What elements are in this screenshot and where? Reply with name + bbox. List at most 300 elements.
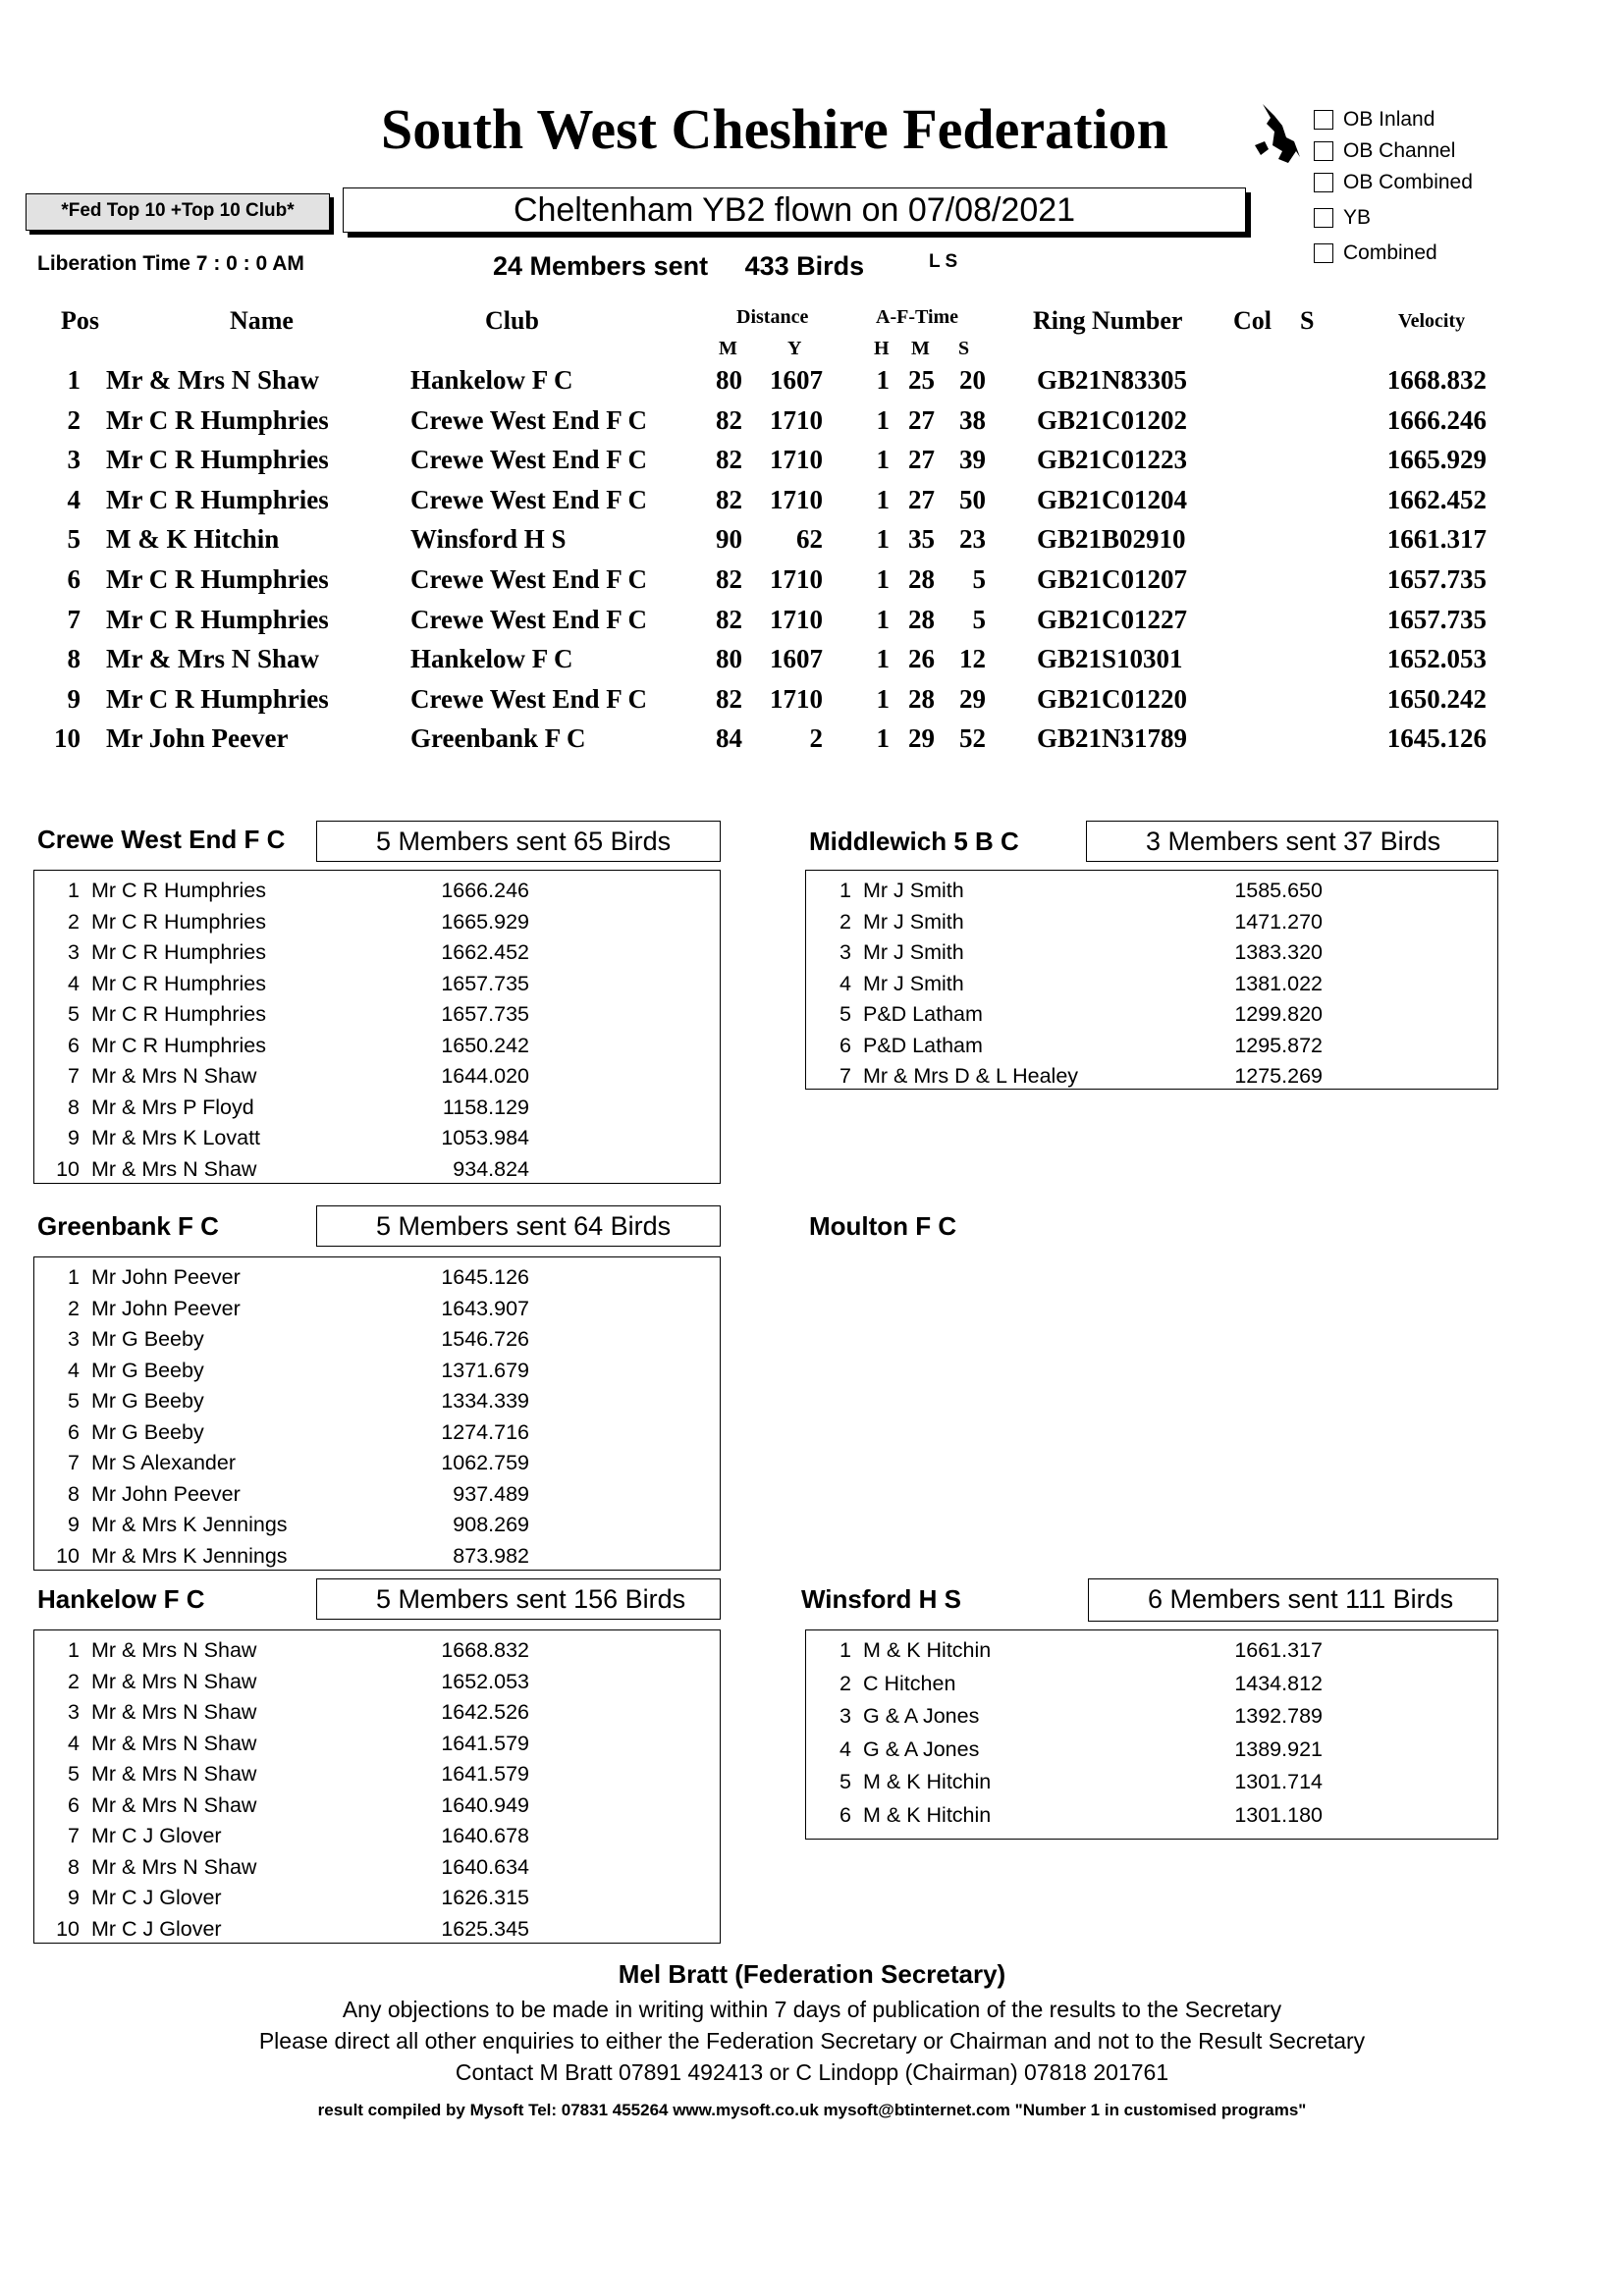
club-list-item — [34, 1855, 720, 1887]
club-entry-pos: 5 — [68, 1002, 80, 1026]
club-list-item — [806, 1770, 1497, 1801]
result-seconds: 29 — [959, 683, 986, 714]
result-yards: 2 — [809, 723, 823, 754]
result-name: Mr C R Humphries — [106, 404, 329, 435]
club-list-item — [806, 1064, 1497, 1095]
members-sent: 24 Members sent — [493, 251, 709, 281]
result-yards: 1710 — [770, 484, 823, 514]
result-hours: 1 — [876, 524, 890, 555]
club-entry-velocity: 1644.020 — [441, 1064, 529, 1088]
club-title-moulton: Moulton F C — [809, 1211, 957, 1241]
result-hours: 1 — [876, 404, 890, 435]
club-list-item — [34, 1917, 720, 1949]
result-club: Winsford H S — [410, 524, 567, 555]
result-club: Crewe West End F C — [410, 404, 647, 435]
club-list-item — [34, 1126, 720, 1157]
club-list-item — [34, 1389, 720, 1420]
result-ring: GB21S10301 — [1037, 644, 1183, 674]
result-row — [0, 684, 1624, 723]
result-ring: GB21C01227 — [1037, 604, 1188, 634]
club-list-item — [806, 879, 1497, 910]
result-row — [0, 605, 1624, 644]
club-entry-pos: 2 — [839, 1671, 851, 1695]
result-club: Crewe West End F C — [410, 445, 647, 475]
club-entry-name: Mr G Beeby — [91, 1389, 204, 1413]
members-birds-sent — [493, 251, 864, 282]
club-entry-velocity: 1546.726 — [441, 1327, 529, 1351]
club-entry-pos: 5 — [68, 1762, 80, 1786]
club-list-item — [34, 1157, 720, 1189]
club-title-greenbank: Greenbank F C — [37, 1211, 219, 1241]
club-entry-pos: 1 — [68, 879, 80, 902]
result-seconds: 52 — [959, 723, 986, 754]
option-ob-combined[interactable]: OB Combined — [1314, 171, 1473, 194]
result-velocity: 1661.317 — [1386, 524, 1487, 555]
club-entry-velocity: 1640.949 — [441, 1792, 529, 1817]
club-entry-name: Mr J Smith — [863, 879, 964, 902]
club-entry-velocity: 1640.678 — [441, 1824, 529, 1847]
club-summary-greenbank: 5 Members sent 64 Birds — [316, 1205, 721, 1247]
club-entry-name: Mr G Beeby — [91, 1327, 204, 1351]
club-entry-velocity: 1657.735 — [441, 1002, 529, 1026]
club-entry-pos: 10 — [56, 1156, 80, 1181]
result-yards: 1607 — [770, 365, 823, 395]
pigeon-logo-icon — [1253, 102, 1302, 165]
result-seconds: 20 — [959, 365, 986, 395]
club-entry-name: Mr J Smith — [863, 940, 964, 964]
club-entry-velocity: 1657.735 — [441, 971, 529, 995]
result-pos: 7 — [67, 604, 81, 634]
club-entry-pos: 6 — [68, 1419, 80, 1444]
club-entry-pos: 8 — [68, 1481, 80, 1506]
option-ob-channel[interactable]: OB Channel — [1314, 139, 1455, 163]
liberation-time: Liberation Time 7 : 0 : 0 AM — [37, 252, 304, 275]
club-entry-velocity: 1471.270 — [1234, 909, 1323, 934]
club-entry-pos: 2 — [68, 1296, 80, 1320]
result-hours: 1 — [876, 445, 890, 475]
club-entry-name: Mr C R Humphries — [91, 879, 266, 902]
result-miles: 80 — [716, 644, 742, 674]
club-list-item — [806, 972, 1497, 1003]
result-ring: GB21C01223 — [1037, 445, 1188, 475]
club-entry-pos: 7 — [68, 1064, 80, 1088]
result-velocity: 1652.053 — [1386, 644, 1487, 674]
result-row — [0, 564, 1624, 604]
result-velocity: 1657.735 — [1386, 564, 1487, 594]
result-club: Greenbank F C — [410, 723, 586, 754]
result-yards: 1710 — [770, 404, 823, 435]
club-entry-pos: 8 — [68, 1854, 80, 1879]
club-entry-pos: 2 — [68, 909, 80, 934]
club-entry-name: Mr C R Humphries — [91, 1033, 266, 1057]
result-miles: 84 — [716, 723, 742, 754]
result-yards: 1607 — [770, 644, 823, 674]
club-entry-name: P&D Latham — [863, 1033, 983, 1057]
option-ob-inland[interactable]: OB Inland — [1314, 108, 1435, 132]
result-name: Mr C R Humphries — [106, 683, 329, 714]
result-row — [0, 405, 1624, 445]
result-pos: 4 — [67, 484, 81, 514]
club-entry-velocity: 1301.714 — [1234, 1770, 1323, 1793]
club-entry-pos: 7 — [68, 1451, 80, 1474]
club-list-middlewich — [805, 870, 1498, 1090]
result-miles: 82 — [716, 404, 742, 435]
result-row — [0, 644, 1624, 683]
col-distance: Distance — [736, 306, 809, 328]
club-entry-name: Mr J Smith — [863, 971, 964, 995]
result-yards: 1710 — [770, 445, 823, 475]
result-row — [0, 485, 1624, 524]
club-entry-name: Mr J Smith — [863, 909, 964, 934]
result-name: Mr C R Humphries — [106, 604, 329, 634]
club-entry-pos: 1 — [68, 1638, 80, 1662]
result-velocity: 1662.452 — [1386, 484, 1487, 514]
result-minutes: 28 — [908, 564, 935, 594]
club-list-item — [34, 1886, 720, 1917]
result-pos: 10 — [54, 723, 81, 754]
result-pos: 3 — [67, 445, 81, 475]
club-entry-velocity: 1641.579 — [441, 1731, 529, 1755]
result-velocity: 1650.242 — [1386, 683, 1487, 714]
club-entry-pos: 3 — [839, 1704, 851, 1728]
club-entry-velocity: 1383.320 — [1234, 940, 1323, 964]
club-entry-pos: 6 — [839, 1802, 851, 1827]
club-list-item — [34, 1544, 720, 1575]
result-club: Crewe West End F C — [410, 564, 647, 594]
club-list-item — [34, 1762, 720, 1793]
club-entry-pos: 1 — [839, 879, 851, 902]
result-yards: 1710 — [770, 683, 823, 714]
col-club: Club — [485, 306, 539, 335]
result-minutes: 25 — [908, 365, 935, 395]
result-row — [0, 524, 1624, 563]
club-entry-name: Mr C R Humphries — [91, 940, 266, 964]
col-minutes: M — [911, 338, 930, 359]
result-ring: GB21B02910 — [1037, 524, 1186, 555]
fed-top10-table — [0, 365, 1624, 768]
club-list-item — [34, 1732, 720, 1763]
result-hours: 1 — [876, 484, 890, 514]
club-entry-pos: 4 — [839, 971, 851, 995]
club-entry-velocity: 1371.679 — [441, 1358, 529, 1382]
result-seconds: 38 — [959, 404, 986, 435]
result-name: Mr John Peever — [106, 723, 289, 754]
club-entry-velocity: 1381.022 — [1234, 971, 1323, 995]
club-list-item — [34, 1638, 720, 1670]
result-hours: 1 — [876, 723, 890, 754]
club-summary-hankelow: 5 Members sent 156 Birds — [316, 1578, 721, 1620]
result-seconds: 5 — [972, 604, 986, 634]
club-entry-name: Mr C R Humphries — [91, 1002, 266, 1026]
birds-sent: 433 Birds — [744, 251, 865, 281]
result-seconds: 50 — [959, 484, 986, 514]
club-entry-name: Mr G Beeby — [91, 1419, 204, 1444]
result-name: Mr C R Humphries — [106, 445, 329, 475]
col-ring-number: Ring Number — [1033, 306, 1183, 335]
club-entry-name: Mr S Alexander — [91, 1451, 236, 1474]
result-row — [0, 723, 1624, 763]
club-entry-velocity: 934.824 — [453, 1156, 529, 1181]
club-entry-pos: 3 — [68, 1700, 80, 1724]
club-entry-velocity: 1299.820 — [1234, 1002, 1323, 1026]
option-combined[interactable]: Combined — [1314, 241, 1437, 265]
club-summary-middlewich: 3 Members sent 37 Birds — [1086, 821, 1498, 862]
club-entry-pos: 3 — [68, 1327, 80, 1351]
club-entry-name: C Hitchen — [863, 1671, 956, 1695]
result-hours: 1 — [876, 365, 890, 395]
result-row — [0, 365, 1624, 404]
result-hours: 1 — [876, 564, 890, 594]
club-list-item — [34, 1297, 720, 1328]
club-entry-name: Mr C J Glover — [91, 1824, 222, 1847]
club-list-item — [34, 940, 720, 972]
result-pos: 9 — [67, 683, 81, 714]
result-minutes: 26 — [908, 644, 935, 674]
club-list-item — [34, 1670, 720, 1701]
club-entry-name: Mr & Mrs N Shaw — [91, 1762, 257, 1786]
club-summary-winsford: 6 Members sent 111 Birds — [1088, 1578, 1498, 1622]
club-entry-name: Mr & Mrs D & L Healey — [863, 1064, 1079, 1088]
col-yards: Y — [787, 338, 802, 359]
club-list-item — [806, 1672, 1497, 1703]
result-club: Crewe West End F C — [410, 683, 647, 714]
club-list-item — [34, 1064, 720, 1095]
club-entry-name: Mr G Beeby — [91, 1358, 204, 1382]
result-velocity: 1668.832 — [1386, 365, 1487, 395]
result-seconds: 5 — [972, 564, 986, 594]
club-entry-name: G & A Jones — [863, 1704, 980, 1728]
result-minutes: 29 — [908, 723, 935, 754]
result-seconds: 39 — [959, 445, 986, 475]
checkbox-icon[interactable] — [1314, 208, 1333, 228]
club-entry-velocity: 1662.452 — [441, 940, 529, 964]
club-entry-pos: 3 — [839, 940, 851, 964]
club-entry-pos: 4 — [68, 1731, 80, 1755]
result-miles: 82 — [716, 564, 742, 594]
club-list-item — [34, 1793, 720, 1825]
result-minutes: 27 — [908, 445, 935, 475]
result-miles: 82 — [716, 484, 742, 514]
club-entry-pos: 5 — [839, 1002, 851, 1026]
club-list-item — [34, 879, 720, 910]
club-entry-name: G & A Jones — [863, 1736, 980, 1761]
club-entry-pos: 9 — [68, 1126, 80, 1149]
result-pos: 8 — [67, 644, 81, 674]
club-entry-velocity: 873.982 — [453, 1543, 529, 1568]
result-minutes: 28 — [908, 604, 935, 634]
club-list-item — [806, 1638, 1497, 1670]
club-entry-pos: 10 — [56, 1543, 80, 1568]
club-list-item — [34, 1095, 720, 1127]
club-entry-name: Mr & Mrs P Floyd — [91, 1095, 254, 1119]
club-entry-name: Mr C J Glover — [91, 1916, 222, 1941]
club-entry-name: Mr & Mrs K Lovatt — [91, 1126, 261, 1149]
club-entry-name: Mr & Mrs N Shaw — [91, 1156, 257, 1181]
club-list-item — [34, 1265, 720, 1297]
result-pos: 5 — [67, 524, 81, 555]
club-entry-pos: 8 — [68, 1095, 80, 1119]
result-row — [0, 445, 1624, 484]
club-entry-pos: 4 — [68, 971, 80, 995]
compiler-credit: result compiled by Mysoft Tel: 07831 455264 www.mysoft.co.uk mysoft@btinternet.com "Number 1 in customised programs" — [317, 2101, 1307, 2119]
result-hours: 1 — [876, 683, 890, 714]
col-sex: S — [1300, 306, 1315, 335]
col-velocity: Velocity — [1398, 310, 1466, 332]
checkbox-icon[interactable] — [1314, 173, 1333, 192]
col-aftime: A-F-Time — [876, 306, 959, 328]
club-list-item — [806, 1002, 1497, 1034]
club-entry-velocity: 1642.526 — [441, 1700, 529, 1724]
club-entry-velocity: 1062.759 — [441, 1451, 529, 1474]
club-entry-velocity: 1275.269 — [1234, 1064, 1323, 1088]
col-name: Name — [230, 306, 294, 335]
club-list-item — [806, 910, 1497, 941]
result-miles: 80 — [716, 365, 742, 395]
club-entry-pos: 10 — [56, 1916, 80, 1941]
result-ring: GB21N83305 — [1037, 365, 1188, 395]
club-entry-velocity: 1625.345 — [441, 1916, 529, 1941]
club-entry-velocity: 1334.339 — [441, 1389, 529, 1413]
club-list-item — [34, 972, 720, 1003]
col-pos: Pos — [61, 306, 99, 335]
enquiries-note: Please direct all other enquiries to either the Federation Secretary or Chairman and not to the Result Secretary — [258, 2028, 1366, 2054]
club-entry-name: Mr & Mrs K Jennings — [91, 1543, 288, 1568]
result-minutes: 27 — [908, 484, 935, 514]
club-entry-pos: 2 — [68, 1669, 80, 1693]
federation-secretary: Mel Bratt (Federation Secretary) — [618, 1959, 1006, 1989]
club-entry-velocity: 1434.812 — [1234, 1671, 1323, 1695]
club-list-item — [34, 910, 720, 941]
result-velocity: 1666.246 — [1386, 404, 1487, 435]
club-entry-name: Mr C R Humphries — [91, 971, 266, 995]
club-entry-name: Mr C J Glover — [91, 1886, 222, 1909]
club-entry-pos: 5 — [839, 1770, 851, 1793]
result-club: Crewe West End F C — [410, 604, 647, 634]
result-velocity: 1657.735 — [1386, 604, 1487, 634]
club-entry-pos: 6 — [68, 1033, 80, 1057]
race-title: Cheltenham YB2 flown on 07/08/2021 — [343, 187, 1246, 233]
result-miles: 82 — [716, 445, 742, 475]
col-miles: M — [719, 338, 737, 359]
club-entry-pos: 6 — [68, 1792, 80, 1817]
club-entry-name: Mr John Peever — [91, 1481, 241, 1506]
club-entry-velocity: 1643.907 — [441, 1296, 529, 1320]
checkbox-icon[interactable] — [1314, 141, 1333, 161]
club-list-item — [34, 1482, 720, 1514]
result-minutes: 27 — [908, 404, 935, 435]
club-entry-name: Mr & Mrs N Shaw — [91, 1638, 257, 1662]
club-entry-velocity: 1641.579 — [441, 1762, 529, 1786]
club-entry-pos: 4 — [839, 1736, 851, 1761]
result-club: Hankelow F C — [410, 365, 573, 395]
club-entry-name: Mr & Mrs N Shaw — [91, 1854, 257, 1879]
club-entry-velocity: 1650.242 — [441, 1033, 529, 1057]
club-entry-velocity: 1274.716 — [441, 1419, 529, 1444]
result-hours: 1 — [876, 644, 890, 674]
club-entry-velocity: 1666.246 — [441, 879, 529, 902]
club-list-item — [806, 1034, 1497, 1065]
club-entry-name: P&D Latham — [863, 1002, 983, 1026]
checkbox-icon[interactable] — [1314, 110, 1333, 130]
result-yards: 62 — [796, 524, 823, 555]
result-club: Crewe West End F C — [410, 484, 647, 514]
club-list-crewe — [33, 870, 721, 1184]
ls-marker: L S — [929, 251, 958, 272]
result-pos: 1 — [67, 365, 81, 395]
club-list-item — [806, 1803, 1497, 1835]
club-entry-velocity: 1626.315 — [441, 1886, 529, 1909]
club-entry-velocity: 1585.650 — [1234, 879, 1323, 902]
club-entry-pos: 3 — [68, 940, 80, 964]
club-list-item — [34, 1034, 720, 1065]
result-seconds: 12 — [959, 644, 986, 674]
result-miles: 82 — [716, 604, 742, 634]
result-seconds: 23 — [959, 524, 986, 555]
result-minutes: 35 — [908, 524, 935, 555]
club-list-item — [34, 1327, 720, 1359]
club-entry-pos: 7 — [68, 1824, 80, 1847]
result-name: Mr C R Humphries — [106, 564, 329, 594]
club-entry-name: Mr & Mrs N Shaw — [91, 1064, 257, 1088]
result-name: Mr C R Humphries — [106, 484, 329, 514]
club-entry-pos: 5 — [68, 1389, 80, 1413]
col-colour: Col — [1233, 306, 1272, 335]
club-entry-velocity: 1668.832 — [441, 1638, 529, 1662]
result-velocity: 1665.929 — [1386, 445, 1487, 475]
club-list-item — [806, 1704, 1497, 1735]
result-ring: GB21N31789 — [1037, 723, 1188, 754]
club-entry-pos: 7 — [839, 1064, 851, 1088]
club-entry-name: Mr C R Humphries — [91, 909, 266, 934]
club-entry-pos: 4 — [68, 1358, 80, 1382]
club-list-item — [34, 1420, 720, 1452]
federation-title: South West Cheshire Federation — [381, 97, 1168, 161]
result-velocity: 1645.126 — [1386, 723, 1487, 754]
club-list-hankelow — [33, 1629, 721, 1944]
result-hours: 1 — [876, 604, 890, 634]
club-title-hankelow: Hankelow F C — [37, 1584, 205, 1614]
result-ring: GB21C01204 — [1037, 484, 1188, 514]
club-entry-velocity: 1158.129 — [442, 1095, 529, 1119]
result-name: M & K Hitchin — [106, 524, 280, 555]
club-entry-pos: 9 — [68, 1513, 80, 1536]
result-miles: 90 — [716, 524, 742, 555]
club-entry-name: Mr & Mrs N Shaw — [91, 1731, 257, 1755]
club-entry-velocity: 1661.317 — [1234, 1638, 1323, 1662]
result-ring: GB21C01202 — [1037, 404, 1188, 435]
club-entry-velocity: 1665.929 — [441, 909, 529, 934]
col-hours: H — [874, 338, 890, 359]
club-entry-velocity: 1301.180 — [1234, 1802, 1323, 1827]
option-yb[interactable]: YB — [1314, 206, 1371, 230]
club-entry-name: M & K Hitchin — [863, 1638, 992, 1662]
club-entry-velocity: 908.269 — [453, 1513, 529, 1536]
club-list-item — [34, 1824, 720, 1855]
checkbox-icon[interactable] — [1314, 243, 1333, 263]
result-ring: GB21C01207 — [1037, 564, 1188, 594]
result-yards: 1710 — [770, 564, 823, 594]
club-entry-velocity: 937.489 — [453, 1481, 529, 1506]
club-entry-name: Mr John Peever — [91, 1296, 241, 1320]
result-minutes: 28 — [908, 683, 935, 714]
club-list-winsford — [805, 1629, 1498, 1840]
result-club: Hankelow F C — [410, 644, 573, 674]
club-list-item — [34, 1359, 720, 1390]
club-entry-name: M & K Hitchin — [863, 1802, 992, 1827]
club-entry-pos: 2 — [839, 909, 851, 934]
club-entry-pos: 1 — [839, 1638, 851, 1662]
club-entry-velocity: 1053.984 — [441, 1126, 529, 1149]
